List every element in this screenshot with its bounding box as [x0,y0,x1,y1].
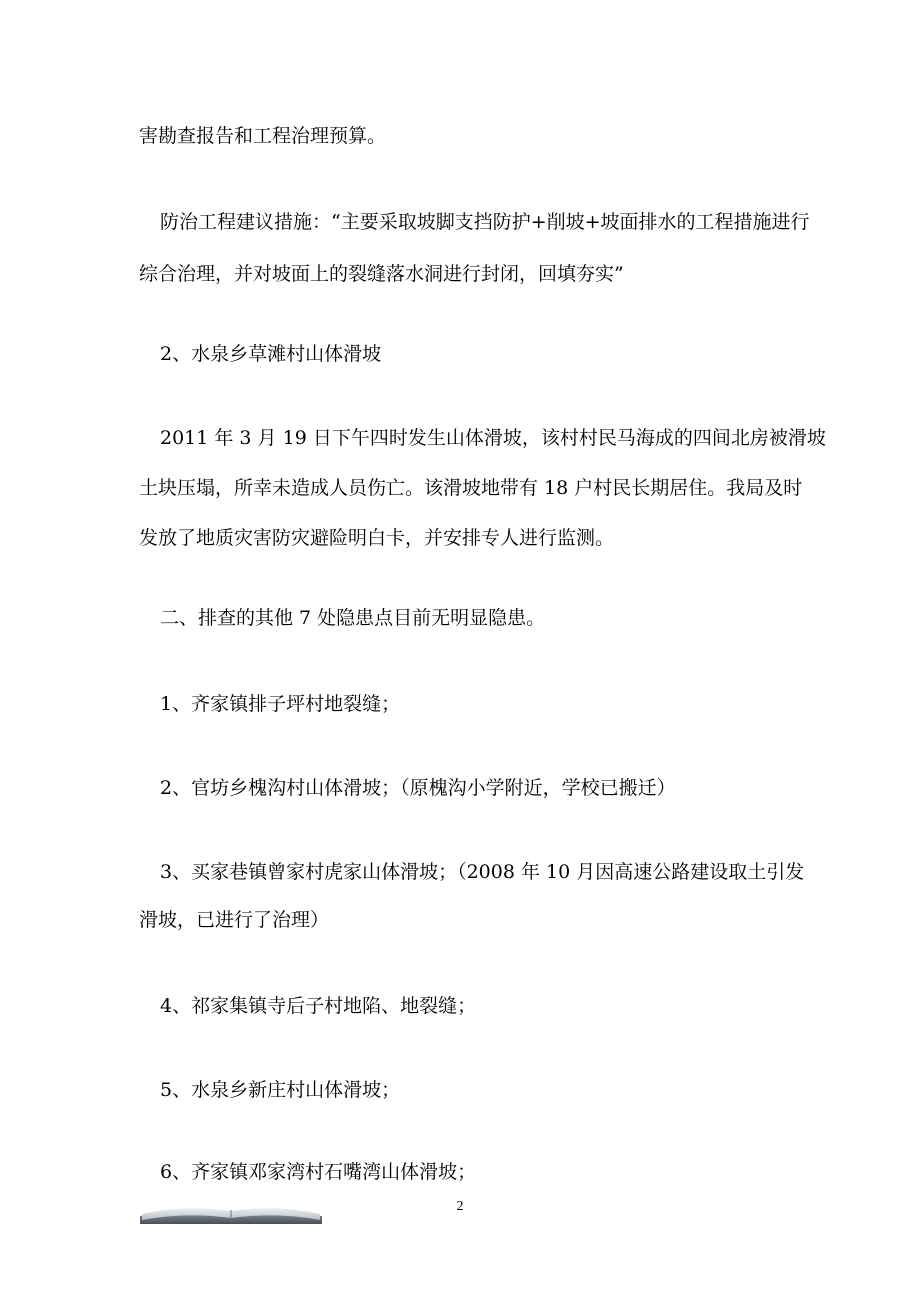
paragraph-line: 2011 年 3 月 19 日下午四时发生山体滑坡，该村村民马海成的四间北房被滑坡 [160,427,826,449]
paragraph-line: 土块压塌，所幸未造成人员伤亡。该滑坡地带有 18 户村民长期居住。我局及时 [139,477,803,499]
list-item: 4、祁家集镇寺后子村地陷、地裂缝； [160,995,477,1017]
list-item: 6、齐家镇邓家湾村石嘴湾山体滑坡； [160,1161,477,1183]
list-item: 2、官坊乡槐沟村山体滑坡；（原槐沟小学附近，学校已搬迁） [160,777,676,799]
paragraph-line: 综合治理，并对坡面上的裂缝落水洞进行封闭，回填夯实” [139,263,624,285]
list-item: 5、水泉乡新庄村山体滑坡； [160,1079,401,1101]
paragraph-line: 害勘查报告和工程治理预算。 [139,125,387,147]
list-item-continuation: 滑坡，已进行了治理） [139,909,330,931]
list-item: 3、买家巷镇曾家村虎家山体滑坡；（2008 年 10 月因高速公路建设取土引发 [160,861,805,883]
open-book-icon [140,1202,322,1224]
section-heading: 2、水泉乡草滩村山体滑坡 [160,343,382,365]
paragraph-line: 防治工程建议措施：“主要采取坡脚支挡防护+削坡+坡面排水的工程措施进行 [160,211,810,233]
paragraph-line: 发放了地质灾害防灾避险明白卡，并安排专人进行监测。 [139,527,615,549]
section-heading: 二、排查的其他 7 处隐患点目前无明显隐患。 [160,607,546,629]
list-item: 1、齐家镇排子坪村地裂缝； [160,693,401,715]
page-number: 2 [456,1199,464,1214]
